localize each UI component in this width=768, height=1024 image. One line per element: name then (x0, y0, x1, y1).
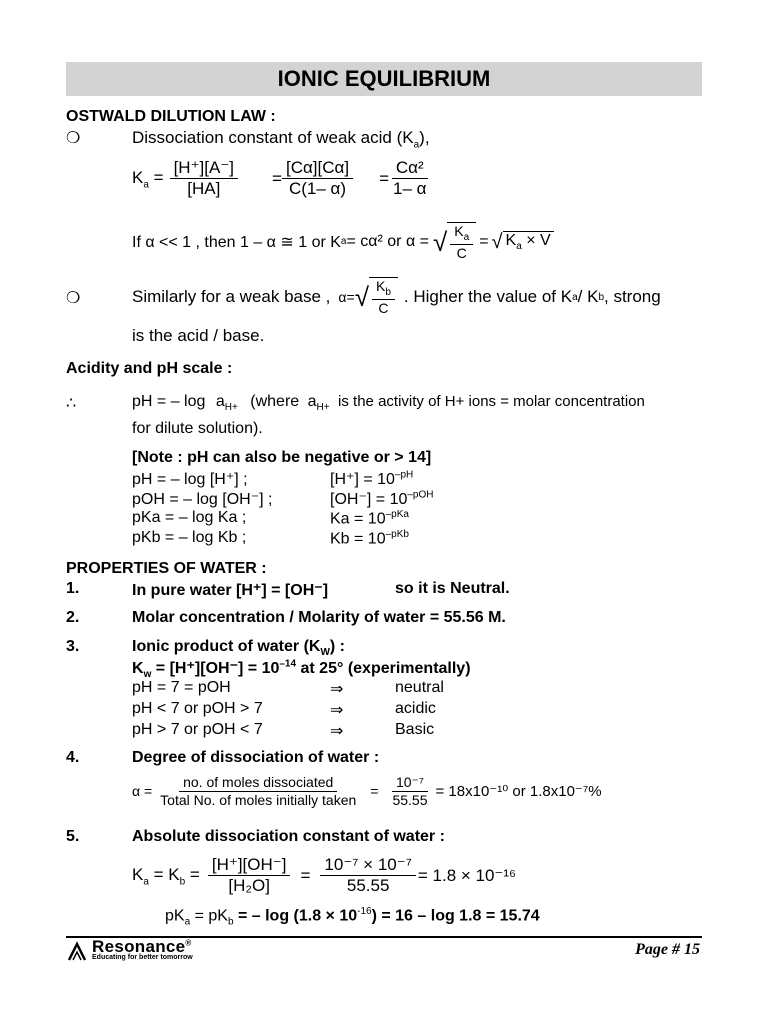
page-title: IONIC EQUILIBRIUM (277, 66, 491, 91)
item-number: 2. (66, 609, 80, 626)
ka-fraction-1: $\frac{[H^+][A^-]}{[HA]}$ (170, 158, 238, 200)
water-item-2: Molar concentration / Molarity of water = 55.56 M. (132, 609, 506, 626)
kw-line: $K_w = [H^+][OH^-] = 10^{-14}$ at 25° (experimentally) (132, 658, 471, 681)
if-alpha-line: If α << 1 , then 1 – α ≅ 1 or K a = cα² or α = √ $\frac{K_a}{C}$ = √ $K_a \times V$ (132, 222, 554, 262)
neutrality-row: pH > 7 or pOH < 7 ⇒ Basic (132, 721, 435, 740)
sqrt-kb-over-c: √ $\frac{K_b}{C}$ (355, 277, 398, 317)
alpha-value-fraction: $\frac{\text{10⁻⁷}}{55.55}$ (392, 774, 428, 808)
title-bar (66, 62, 702, 96)
ka-fraction-2: $\frac{[C\alpha][C\alpha]}{C(1- \alpha)}$ (282, 158, 353, 200)
item-number: 4. (66, 749, 80, 766)
relation-row: pH = – log [H⁺] ; $[H^+] = 10^{-pH}$ (132, 469, 414, 488)
weak-base-line2: is the acid / base. (132, 326, 265, 345)
resonance-logo-icon (66, 940, 88, 962)
neutrality-row: pH = 7 = pOH ⇒ neutral (132, 679, 444, 698)
ostwald-heading: OSTWALD DILUTION LAW : (66, 108, 276, 125)
water-item-5: Absolute dissociation constant of water : (132, 828, 445, 845)
relation-row: pKb = – log Kb ; $Kb = 10^{-pKb}$ (132, 529, 409, 548)
item-number: 3. (66, 638, 80, 655)
brand-name: Resonance® (92, 937, 192, 956)
ka-equation: $K_a$ = $\frac{[H^+][A^-]}{[HA]}$ = $\frac{[C\alpha][C\alpha]}{C(1- \alpha)}$ = $\frac{\text{Cα²}}{1- \alpha}$ (132, 158, 430, 200)
water-heading: PROPERTIES OF WATER : (66, 560, 267, 577)
ph-definition: pH = – $\log a_{H+}$ (where $a_{H+}$ is the activity of H+ ions = molar concentration (132, 393, 645, 414)
brand-tagline: Educating for better tomorrow (92, 954, 193, 961)
weak-base-line: Similarly for a weak base , α= √ $\frac{K_b}{C}$ . Higher the value of K a / K b , strong (132, 278, 661, 316)
bullet-icon: ❍ (66, 130, 81, 147)
page-number: Page # 15 (635, 941, 700, 958)
therefore-symbol: ∴ (66, 395, 77, 412)
abs-fraction-2: $\frac{\text{10⁻⁷ × 10⁻⁷}}{55.55}$ (320, 855, 415, 897)
sqrt-ka-over-c: √ $\frac{K_a}{C}$ (433, 222, 476, 262)
relation-row: pOH = – log [OH⁻] ; $[OH^-] = 10^{-pOH}$ (132, 489, 434, 508)
water-item-1-extra: so it is Neutral. (395, 580, 510, 597)
alpha-fraction: $\frac{\text{no. of moles dissociated}}{\text{Total No. of moles initially taken}}$ (160, 774, 357, 808)
pk-line: $pK_a = pK_b$ = – $\log (1.8 \times 10^{-16}) = 16 - \log 1.8 = 15.74$ (165, 906, 540, 928)
water-item-3: Ionic product of water $(K_W)$ : (132, 638, 346, 659)
water-item-1: In pure water [H⁺] = [OH⁻] (132, 582, 329, 599)
bullet-icon: ❍ (66, 290, 81, 307)
ph-definition-line2: for dilute solution). (132, 420, 263, 437)
abs-fraction-1: $\frac{[H^+][OH^-]}{\text{[H₂O]}}$ (208, 855, 291, 897)
alpha-equation: α = $\frac{\text{no. of moles dissociated}}{\text{Total No. of moles initially taken}}$ = $\frac{\text{10⁻⁷}}{55.55}$ = 18x10⁻¹⁰ or 1.8x10⁻⁷% (132, 774, 602, 808)
ostwald-line1: Dissociation constant of weak acid $(K_a)$, (132, 128, 430, 151)
absolute-constant-equation: $K_a = K_b$ = $\frac{[H^+][OH^-]}{\text{[H₂O]}}$ = $\frac{\text{10⁻⁷ × 10⁻⁷}}{55.55}$ = 1.8 × 10⁻¹⁶ (132, 855, 517, 896)
ph-relations (132, 469, 434, 549)
item-number: 1. (66, 580, 80, 597)
relation-row: pKa = – log Ka ; $Ka = 10^{-pKa}$ (132, 509, 409, 528)
acidity-heading: Acidity and pH scale : (66, 360, 233, 377)
neutrality-row: pH < 7 or pOH > 7 ⇒ acidic (132, 700, 436, 719)
note: [Note : pH can also be negative or > 14] (132, 449, 432, 466)
water-item-4: Degree of dissociation of water : (132, 749, 380, 766)
item-number: 5. (66, 828, 80, 845)
ph-neutrality-table (132, 679, 444, 742)
ka-fraction-3: $\frac{\text{Cα²}}{1- \alpha}$ (393, 158, 427, 199)
sqrt-ka-v: √ $K_a \times V$ (492, 231, 554, 252)
